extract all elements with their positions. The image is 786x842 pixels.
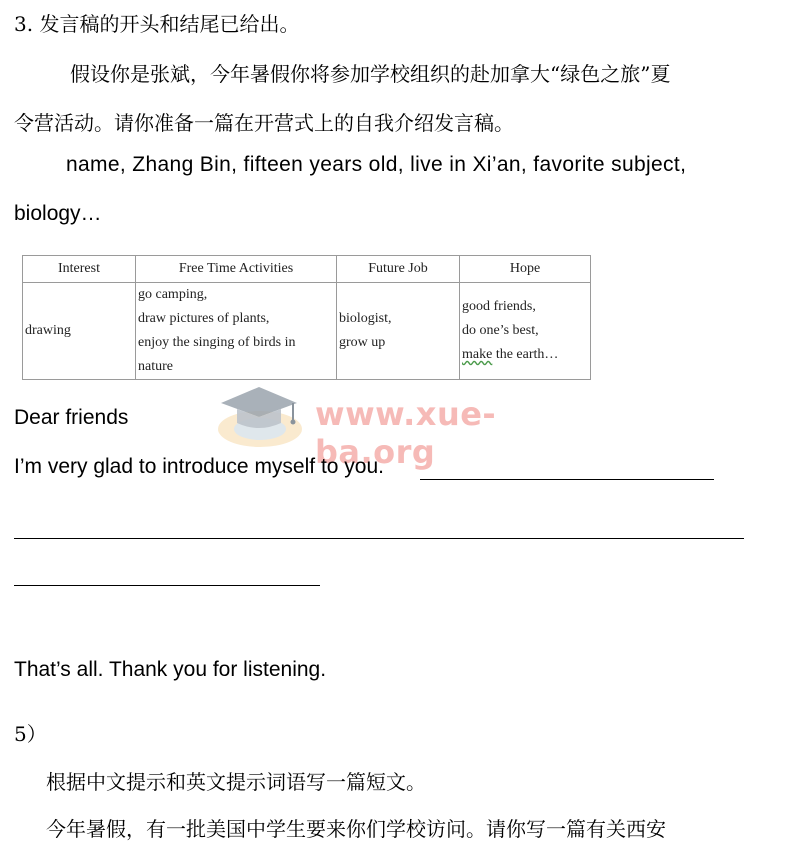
table-row: [23, 283, 591, 380]
hope-line: [462, 343, 588, 367]
info-table: [22, 255, 591, 380]
hope-line-rest: the earth…: [492, 347, 559, 362]
activity-line: go camping,: [138, 287, 208, 302]
answer-blank-line[interactable]: [14, 538, 744, 539]
watermark-text: www.xue-ba.org: [315, 395, 497, 471]
essay-closing: That’s all. Thank you for listening.: [14, 658, 327, 681]
watermark: [215, 383, 575, 471]
next-question-number: 5）: [14, 722, 47, 746]
header-hope: Hope: [460, 256, 591, 283]
hint-words-line-1: name, Zhang Bin, fifteen years old, live in Xi’an, favorite subject,: [66, 153, 687, 176]
activity-line: enjoy the singing of birds in: [138, 335, 296, 350]
spellcheck-word: make: [462, 347, 493, 362]
essay-greeting: Dear friends: [14, 406, 129, 429]
answer-blank-line[interactable]: [14, 585, 320, 586]
hope-line: do one’s best,: [462, 323, 539, 338]
graduation-cap-logo-icon: [215, 383, 315, 453]
prompt-line-2: 令营活动。请你准备一篇在开营式上的自我介绍发言稿。: [14, 111, 514, 135]
activity-line: nature: [138, 359, 173, 374]
cell-activities: [136, 283, 337, 380]
next-question-instruction: 根据中文提示和英文提示词语写一篇短文。: [46, 770, 426, 794]
job-line: grow up: [339, 335, 386, 350]
question-title: 3. 发言稿的开头和结尾已给出。: [14, 12, 300, 36]
answer-blank-line[interactable]: [420, 479, 714, 480]
header-future-job: Future Job: [337, 256, 460, 283]
next-question-context: 今年暑假，有一批美国中学生要来你们学校访问。请你写一篇有关西安: [46, 817, 666, 841]
cell-hope: [460, 283, 591, 380]
cell-interest: [23, 283, 136, 380]
hope-line: good friends,: [462, 299, 536, 314]
essay-opening: I’m very glad to introduce myself to you.: [14, 455, 384, 478]
activity-line: draw pictures of plants,: [138, 311, 270, 326]
job-line: biologist,: [339, 311, 392, 326]
hint-words-line-2: biology…: [14, 202, 102, 225]
info-table-wrapper: [22, 255, 591, 380]
header-free-time-activities: Free Time Activities: [136, 256, 337, 283]
prompt-line-1: 假设你是张斌，今年暑假你将参加学校组织的赴加拿大“绿色之旅”夏: [70, 62, 671, 86]
interest-text: drawing: [25, 323, 71, 338]
cell-future-job: [337, 283, 460, 380]
header-interest: Interest: [23, 256, 136, 283]
table-header-row: [23, 256, 591, 283]
